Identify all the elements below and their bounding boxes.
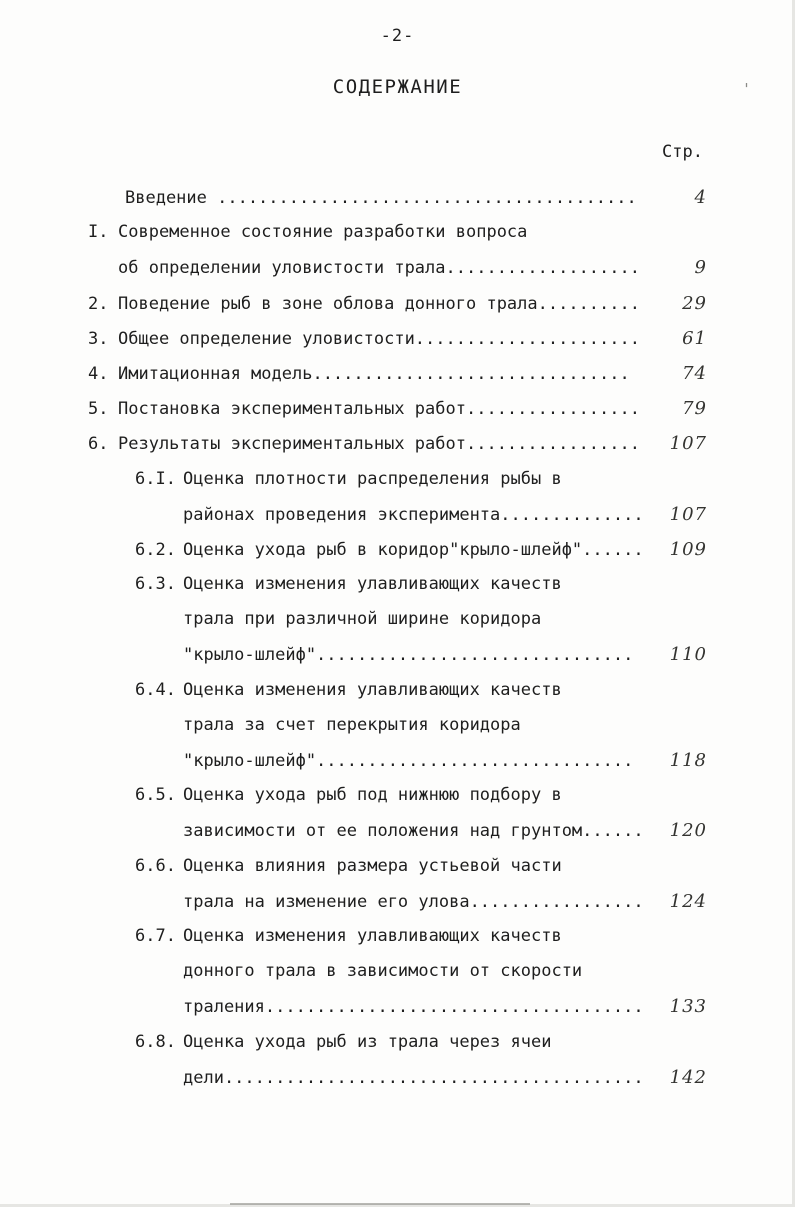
toc-entry-page: 110 <box>669 644 707 666</box>
page-column-header: Стр. <box>662 142 703 162</box>
toc-entry-6-5 <box>0 778 795 813</box>
toc-entry-6-1 <box>0 462 795 497</box>
toc-entry-number: 6.6. <box>135 855 176 876</box>
toc-entry-page: 133 <box>669 996 707 1018</box>
toc-entry-2 <box>0 286 795 321</box>
page-number-top: -2- <box>380 26 415 46</box>
toc-entry-page: 9 <box>694 257 707 279</box>
toc-entry-6-3-cont <box>0 602 795 637</box>
toc-title: СОДЕРЖАНИЕ <box>332 76 463 98</box>
toc-entry-6-8-cont <box>0 1060 795 1095</box>
toc-entry-number: 4. <box>88 363 109 384</box>
toc-entry-text: районах проведения эксперимента.............. <box>183 504 644 525</box>
toc-entry-number: 6.7. <box>135 925 176 946</box>
toc-entry-1 <box>0 215 795 250</box>
toc-entry-page: 118 <box>669 750 707 771</box>
toc-entry-page: 4 <box>694 187 707 208</box>
toc-entry-6 <box>0 426 795 461</box>
toc-entry-text: "крыло-шлейф"............................... <box>183 645 634 666</box>
toc-entry-text: "крыло-шлейф"............................... <box>183 751 634 771</box>
toc-entry-text: Имитационная модель............................... <box>118 363 630 384</box>
toc-entry-page: 124 <box>669 890 707 912</box>
toc-entry-6-7-cont <box>0 989 795 1024</box>
toc-entry-4 <box>0 356 795 391</box>
toc-entry-text: Постановка экспериментальных работ................. <box>118 399 640 420</box>
toc-entry-page: 107 <box>669 503 707 525</box>
toc-entry-page: 74 <box>682 362 707 384</box>
toc-entry-6-3-cont <box>0 637 795 672</box>
toc-entry-text: донного трала в зависимости от скорости <box>183 961 583 982</box>
toc-entry-page: 109 <box>669 538 707 560</box>
toc-entry-text: Поведение рыб в зоне облова донного трала.......... <box>118 293 640 314</box>
toc-entry-number: 6.3. <box>135 574 176 595</box>
toc-entry-text: Современное состояние разработки вопроса <box>118 222 528 243</box>
toc-entry-1-cont <box>0 250 795 285</box>
toc-entry-text: дели......................................... <box>183 1067 644 1088</box>
toc-entry-3 <box>0 321 795 356</box>
toc-entry-text: Оценка влияния размера устьевой части <box>183 855 562 876</box>
toc-entry-text: траления..................................... <box>183 997 644 1018</box>
toc-entry-number: 3. <box>88 328 109 349</box>
toc-entry-6-4-cont <box>0 743 795 778</box>
toc-entry-number: 5. <box>88 399 109 420</box>
toc-entry-text: Оценка плотности распределения рыбы в <box>183 468 562 489</box>
toc-entry-text: Оценка изменения улавливающих качеств <box>183 574 562 595</box>
scan-artifact-mark: ' <box>741 80 751 98</box>
toc-entry-6-1-cont <box>0 497 795 532</box>
toc-entry-number: 2. <box>88 293 109 314</box>
toc-entry-6-4 <box>0 673 795 708</box>
toc-entry-text: Результаты экспериментальных работ................. <box>118 434 640 455</box>
toc-entry-number: 6.5. <box>135 785 176 806</box>
toc-entry-6-4-cont <box>0 708 795 743</box>
toc-entry-6-3 <box>0 567 795 602</box>
toc-entry-page: 107 <box>669 433 707 455</box>
toc-entry-text: Оценка ухода рыб в коридор"крыло-шлейф"...... <box>183 539 644 560</box>
toc-entry-6-7 <box>0 919 795 954</box>
toc-entry-text: Оценка изменения улавливающих качеств <box>183 925 562 946</box>
toc-entry-number: 6.4. <box>135 679 176 700</box>
toc-entry-number: 6. <box>88 434 109 455</box>
toc-entry-6-5-cont <box>0 813 795 848</box>
toc-entry-6-6-cont <box>0 884 795 919</box>
toc-entry-6-2 <box>0 532 795 567</box>
toc-entry-page: 29 <box>682 292 707 314</box>
table-of-contents <box>0 180 795 1095</box>
toc-entry-number: 6.I. <box>135 468 176 489</box>
toc-entry-text: Введение ......................................... <box>125 188 637 208</box>
toc-entry-text: Оценка изменения улавливающих качеств <box>183 679 562 700</box>
toc-entry-number: 6.8. <box>135 1031 176 1052</box>
toc-entry-introduction <box>0 180 795 215</box>
toc-entry-page: 61 <box>682 327 707 349</box>
toc-entry-5 <box>0 391 795 426</box>
toc-entry-6-6 <box>0 849 795 884</box>
toc-entry-text: об определении уловистости трала................... <box>118 258 640 279</box>
toc-entry-page: 142 <box>669 1066 707 1088</box>
toc-entry-number: 6.2. <box>135 539 176 560</box>
toc-entry-6-8 <box>0 1025 795 1060</box>
toc-entry-text: трала на изменение его улова................. <box>183 891 644 912</box>
toc-entry-text: трала при различной ширине коридора <box>183 609 542 630</box>
toc-entry-number: I. <box>88 222 109 243</box>
toc-entry-page: 79 <box>682 398 707 420</box>
toc-entry-text: трала за счет перекрытия коридора <box>183 714 521 735</box>
toc-entry-text: Оценка ухода рыб из трала через ячеи <box>183 1031 552 1052</box>
toc-entry-6-7-cont <box>0 954 795 989</box>
toc-entry-page: 120 <box>669 820 707 842</box>
toc-entry-text: зависимости от ее положения над грунтом...... <box>183 821 644 842</box>
toc-entry-text: Общее определение уловистости...................... <box>118 328 640 349</box>
toc-entry-text: Оценка ухода рыб под нижнюю подбору в <box>183 785 562 806</box>
